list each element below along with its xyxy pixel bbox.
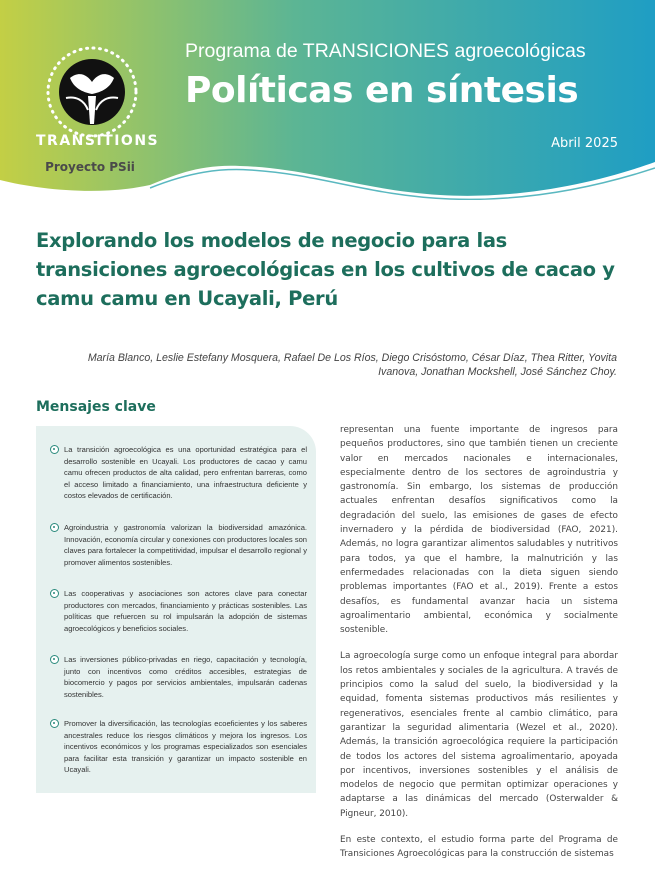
bullet-icon <box>50 589 59 598</box>
key-messages-box <box>36 426 316 793</box>
key-message-text: Agroindustria y gastronomía valorizan la biodiversidad amazónica. Innovación, economía circular y conexiones con productores locales son claves para fortalecer la competitividad, impulsar el desarrollo regional y promover alimentos sostenibles. <box>64 523 307 567</box>
key-message-text: Promover la diversificación, las tecnologías ecoeficientes y los saberes ancestrales reduce los riesgos climáticos y mejora los ingresos. Los incentivos económicos y los programas especializados son esenciales para facilitar esta transición y garantizar un impacto sostenible en Ucayali. <box>64 719 307 775</box>
series-title: Políticas en síntesis <box>185 70 579 111</box>
body-paragraph: La agroecología surge como un enfoque integral para abordar los retos ambientales y sociales de la agricultura. A través de principios como la salud del suelo, la biodiversidad y la equidad, fomenta sistemas productivos más resilientes y regenerativos, esenciales frente al cambio climático, para garantizar la seguridad alimentaria (Wezel et al., 2020). Además, la transición agroecológica requiere la participación de todos los actores del sistema agroalimentario, apoyada por incentivos, inversiones sostenibles y el análisis de modelos de negocio que permitan optimizar operaciones y adaptarse a las dinámicas del mercado (Osterwalder & Pigneur, 2010). <box>340 651 618 819</box>
transitions-logo <box>30 40 160 180</box>
key-message-text: La transición agroecológica es una oportunidad estratégica para el desarrollo sostenible en Ucayali. Los productores de cacao y camu camu ofrecen productos de alta calidad, pero enfrentan barreras, como el acceso limitado a financiamiento, una infraestructura deficiente y costos elevados de certificación. <box>64 445 307 501</box>
bullet-icon <box>50 445 59 454</box>
author-list: María Blanco, Leslie Estefany Mosquera, Rafael De Los Ríos, Diego Crisóstomo, César Díaz, Thea Ritter, Yovita Ivanova, Jonathan Mockshell, José Sánchez Choy. <box>87 352 617 378</box>
program-title: Programa de TRANSICIONES agroecológicas <box>185 40 586 62</box>
key-message-text: Las inversiones público-privadas en riego, capacitación y tecnología, junto con incentivos como créditos accesibles, estrategias de biocomercio y pagos por servicios ambientales, impulsarán cadenas sostenibles. <box>64 655 307 699</box>
project-label: Proyecto PSii <box>45 160 135 174</box>
body-paragraph: representan una fuente importante de ingresos para pequeños productores, sino que también tienen un creciente valor en mercados nacionales e internacionales, especialmente dentro de los sectores de agroindustria y gastronomía. Sin embargo, los sistemas de producción actuales enfrentan desafíos significativos como la degradación del suelo, las emisiones de gases de efecto invernadero y la pérdida de biodiversidad (FAO, 2021). Además, no logra garantizar alimentos saludables y nutritivos para todos, ya que el hambre, la malnutrición y las enfermedades relacionadas con la dieta siguen siendo problemas importantes (FAO et al., 2019). Frente a estos desafíos, es fundamental avanzar hacia un sistema agroalimentario ambiental, económica y socialmente sostenible. <box>340 425 618 636</box>
publication-date: Abril 2025 <box>551 136 618 151</box>
dotted-divider <box>0 323 655 329</box>
header-banner <box>0 0 655 200</box>
body-column <box>340 423 618 874</box>
brand-name: TRANSITIONS <box>36 133 160 149</box>
bullet-icon <box>50 523 59 532</box>
body-paragraph: En este contexto, el estudio forma parte del Programa de Transiciones Agroecológicas para la construcción de sistemas <box>340 835 618 860</box>
key-messages-heading: Mensajes clave <box>36 399 156 415</box>
document-title: Explorando los modelos de negocio para las transiciones agroecológicas en los cultivos de cacao y camu camu en Ucayali, Perú <box>36 229 615 310</box>
logo-emblem-icon <box>30 40 150 140</box>
key-message-text: Las cooperativas y asociaciones son actores clave para conectar productores con mercados, financiamiento y prácticas sostenibles. Las políticas que refuercen su rol impulsarán la adopción de sistemas agroecológicos y beneficios sociales. <box>64 589 307 633</box>
bullet-icon <box>50 719 59 728</box>
bullet-icon <box>50 655 59 664</box>
